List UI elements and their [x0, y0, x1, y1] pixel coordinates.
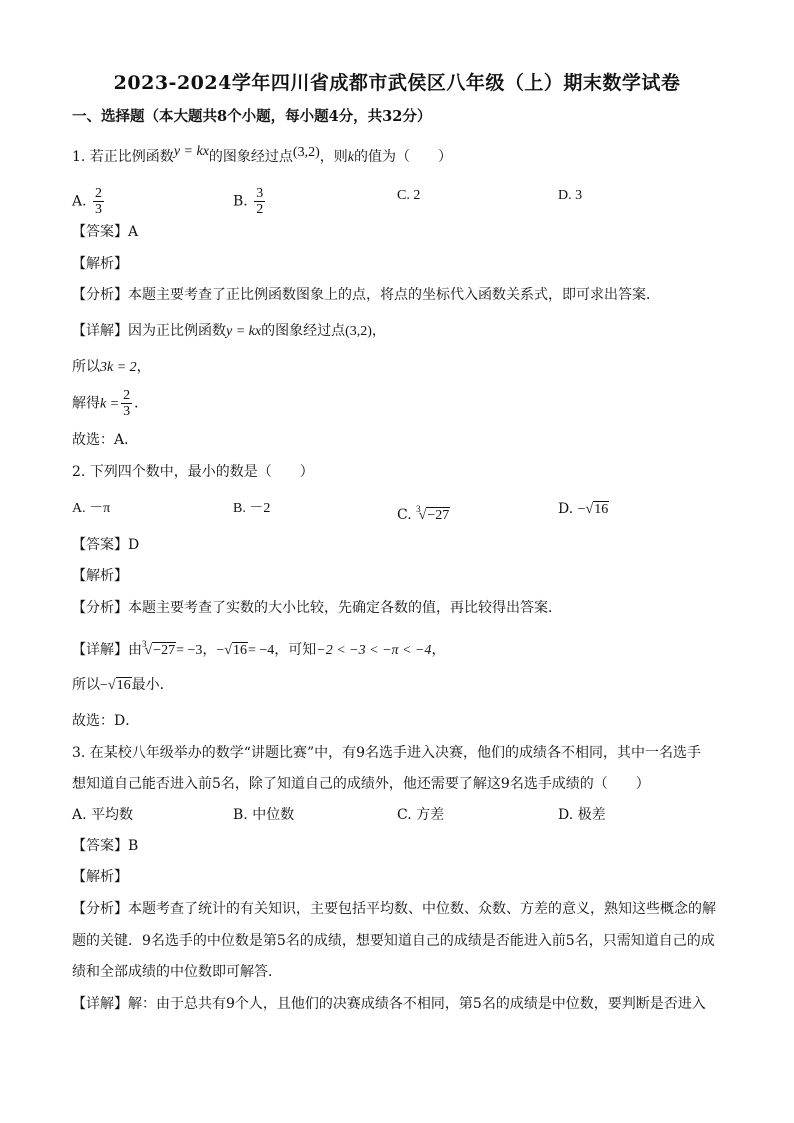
- step-text2: ．: [134, 395, 149, 412]
- q2-option-c: [397, 499, 450, 526]
- q1-solution-fraction: [121, 388, 132, 419]
- q3-analysis-line1: 【分析】本题考查了统计的有关知识，主要包括平均数、中位数、众数、方差的意义，熟知这些概念的解: [72, 901, 716, 917]
- q1-step-2: [72, 357, 151, 378]
- q1-option-a-fraction: [93, 186, 104, 217]
- q1-detail-text2: 的图象经过点: [261, 323, 346, 339]
- detail-text4: ，: [431, 642, 446, 658]
- q2-analysis-heading: 【解析】: [72, 568, 128, 584]
- q2-step-2: [72, 675, 174, 696]
- step-text: 所以: [72, 359, 100, 375]
- q1-detail: [72, 321, 386, 342]
- q2-step-root: −√16: [100, 678, 131, 693]
- q1-option-d: D. 3: [558, 188, 583, 203]
- numerator: 2: [123, 388, 131, 403]
- q1-analysis-heading: 【解析】: [72, 256, 128, 272]
- q1-detail-point: (3,2): [345, 324, 372, 339]
- step-text: 所以: [72, 677, 100, 693]
- q2-option-d: [558, 499, 609, 520]
- q1-answer: 【答案】A: [72, 224, 139, 240]
- q1-analysis: 【分析】本题主要考查了正比例函数图象上的点，将点的坐标代入函数关系式，即可求出答案．: [72, 287, 660, 303]
- q1-step-3: [72, 388, 148, 419]
- q1-detail-function: y = kx: [226, 324, 262, 339]
- numerator: 3: [256, 186, 264, 201]
- q1-stem-text4: 的值为（ ）: [353, 149, 452, 165]
- sign: −: [100, 678, 108, 693]
- q1-option-c: C. 2: [397, 188, 421, 203]
- q2-detail-cube-root: $^3$√−27: [142, 639, 176, 658]
- radicand: 16: [116, 678, 131, 693]
- q1-option-b-fraction: [254, 186, 265, 217]
- q2-option-a: A. －π: [72, 501, 111, 516]
- q1-stem-text: 1. 若正比例函数: [72, 149, 174, 165]
- q2-inequality: −2 < −3 < −π < −4: [316, 643, 432, 658]
- q2-analysis: 【分析】本题主要考查了实数的大小比较，先确定各数的值，再比较得出答案．: [72, 600, 562, 616]
- q2-answer: 【答案】D: [72, 537, 140, 553]
- q2-detail-eq2: = −4: [247, 643, 275, 658]
- q1-k: k: [347, 150, 354, 165]
- step-text: 解得: [72, 395, 100, 412]
- q3-analysis-line2: 题的关键．9名选手的中位数是第5名的成绩，想要知道自己的成绩是否能进入前5名，只需知道自己的成: [72, 933, 715, 949]
- q3-analysis-line3: 绩和全部成绩的中位数即可解答．: [72, 964, 282, 980]
- denominator: 3: [95, 202, 103, 217]
- detail-text: 【详解】由: [72, 642, 142, 658]
- q1-stem-text2: 的图象经过点: [208, 149, 293, 165]
- q3-answer: 【答案】B: [72, 838, 139, 854]
- q3-stem-line1: 3. 在某校八年级举办的数学“讲题比赛”中，有9名选手进入决赛，他们的成绩各不相同，其中一名选手: [72, 745, 702, 761]
- detail-text2: ，: [202, 642, 217, 658]
- step-text2: 最小．: [131, 677, 174, 693]
- q1-stem-text3: ，则: [319, 149, 348, 165]
- q1-point: (3,2): [292, 145, 320, 160]
- option-label: C.: [397, 507, 412, 523]
- q1-equation: 3k = 2: [100, 360, 137, 375]
- q2-option-b: B. －2: [233, 501, 271, 516]
- root-index: 3: [416, 504, 421, 514]
- radicand: 16: [594, 502, 609, 517]
- sign: −: [216, 643, 225, 658]
- option-label: A.: [72, 193, 87, 210]
- option-label: D.: [558, 501, 574, 517]
- denominator: 3: [123, 404, 131, 419]
- q3-option-b: B. 中位数: [233, 807, 295, 823]
- page-title: 2023-2024学年四川省成都市武侯区八年级（上）期末数学试卷: [113, 72, 681, 94]
- q3-detail: 【详解】解：由于总共有9个人，且他们的决赛成绩各不相同，第5名的成绩是中位数，要判断是否进入: [72, 996, 706, 1012]
- q1-option-b: [233, 186, 267, 217]
- q1-detail-text: 【详解】因为正比例函数: [72, 323, 226, 339]
- q3-option-d: D. 极差: [558, 807, 606, 823]
- q1-detail-text3: ，: [371, 323, 386, 339]
- numerator: 2: [95, 186, 103, 201]
- step-text2: ，: [136, 359, 151, 375]
- q3-option-a: A. 平均数: [72, 807, 134, 823]
- q1-solution-lhs: k =: [100, 396, 120, 412]
- q3-option-c: C. 方差: [397, 807, 445, 823]
- radicand: −27: [153, 643, 176, 658]
- denominator: 2: [256, 202, 264, 217]
- q1-stem: [72, 144, 452, 168]
- option-label: B.: [233, 193, 248, 210]
- q3-stem-line2: 想知道自己能否进入前5名，除了知道自己的成绩外，他还需要了解这9名选手成绩的（ ）: [72, 776, 650, 792]
- radicand: 16: [232, 643, 247, 658]
- q2-option-c-cube-root: $^3$√−27: [416, 504, 450, 523]
- detail-text3: ，可知: [274, 642, 317, 658]
- q2-choose: 故选：D．: [72, 713, 140, 729]
- q2-detail-eq1: = −3: [176, 643, 203, 658]
- q2-detail-root: −√16: [216, 643, 247, 658]
- q2-option-d-root: −√16: [577, 502, 609, 517]
- section-heading: 一、选择题（本大题共8个小题，每小题4分，共32分）: [72, 108, 432, 125]
- q1-option-a: [72, 186, 106, 217]
- q2-detail: [72, 634, 445, 661]
- q2-stem: 2. 下列四个数中，最小的数是（ ）: [72, 464, 314, 480]
- sign: −: [577, 502, 586, 517]
- root-index: 3: [142, 639, 147, 649]
- radicand: −27: [427, 508, 450, 523]
- q1-function: y = kx: [173, 144, 209, 159]
- q1-choose: 故选：A．: [72, 432, 139, 448]
- q3-analysis-heading: 【解析】: [72, 869, 128, 885]
